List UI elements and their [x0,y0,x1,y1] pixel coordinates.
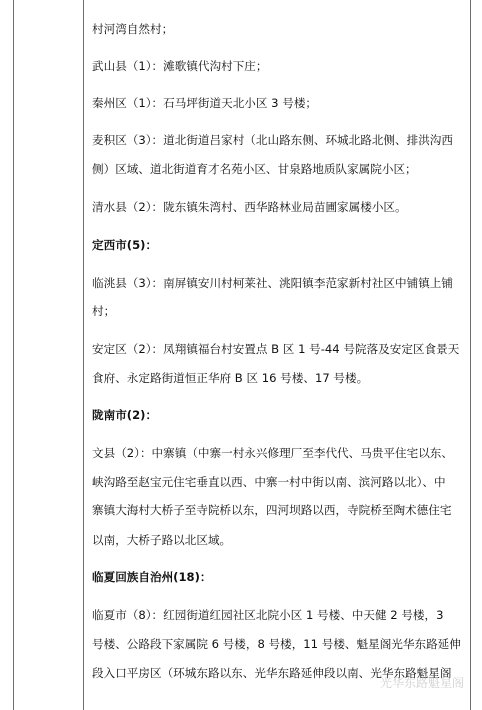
text-line: 寨镇大海村大桥子至寺院桥以东，四河坝路以西，寺院桥至陶术德住宅 [92,503,452,517]
section-heading: 临夏回族自治州(18)： [92,570,212,584]
text-line: 麦积区（3）：道北街道吕家村（北山路东侧、环城北路北侧、排洪沟西 [92,133,453,147]
text-line: 临洮县（3）：南屏镇安川村柯莱社、洮阳镇李范家新村社区中铺镇上铺 [92,276,453,290]
text-line: 侧）区域、道北街道育才名苑小区、甘泉路地质队家属院小区； [92,162,417,176]
table-border-middle [83,0,84,710]
text-line: 号楼、公路段下家属院 6 号楼，8 号楼，11 号楼、魁星阁光华东路延伸 [92,637,461,651]
text-line: 村； [92,304,116,318]
table-border-right [470,0,471,710]
text-line: 临夏市（8）：红园街道红园社区北院小区 1 号楼、中天健 2 号楼，3 [92,608,444,622]
text-line: 安定区（2）：凤翔镇福台村安置点 B 区 1 号-44 号院落及安定区食景天 [92,342,460,356]
text-line: 武山县（1）：滩歌镇代沟村下庄； [92,59,268,73]
section-heading: 定西市(5)： [92,238,158,252]
watermark-text: 光华东路魁星阁 [380,676,465,690]
text-line: 以南，大桥子路以北区域。 [92,533,232,547]
text-line: 峡沟路至赵宝元住宅垂直以西、中寨一村中街以南、滨河路以北）、中 [92,475,446,489]
text-line: 段入口平房区（环城东路以东、光华东路延伸段以南、光华东路魁星阁 [92,666,452,680]
text-line: 秦州区（1）：石马坪街道天北小区 3 号楼； [92,96,318,110]
text-line: 清水县（2）：陇东镇朱湾村、西华路林业局苗圃家属楼小区。 [92,200,407,214]
table-border-left [13,0,14,710]
text-line: 村河湾自然村； [92,22,174,36]
text-line: 食府、永定路街道恒正华府 B 区 16 号楼、17 号楼。 [92,371,369,385]
text-line: 文县（2）：中寨镇（中寨一村永兴修理厂至李代代、马贵平住宅以东、 [92,446,453,460]
section-heading: 陇南市(2)： [92,408,158,422]
